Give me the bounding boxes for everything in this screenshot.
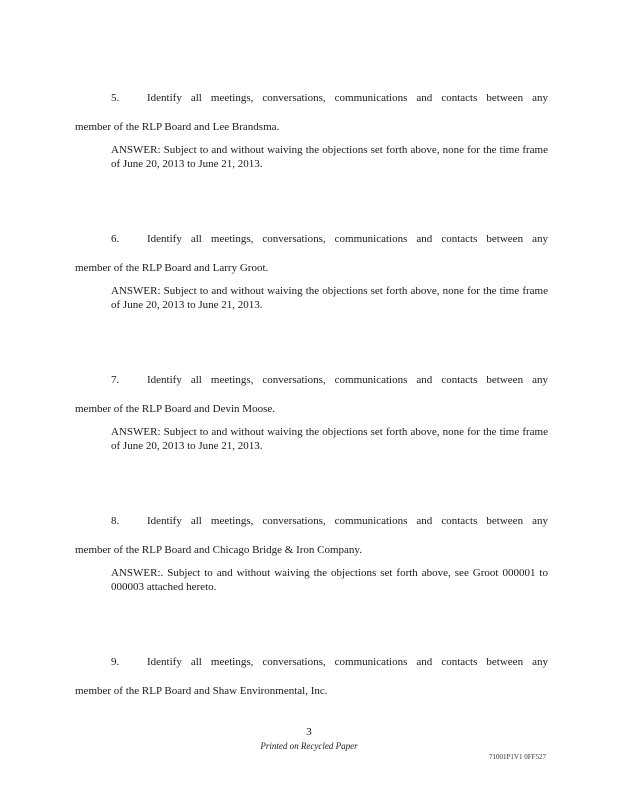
- question-text: [75, 232, 548, 246]
- question-line-1: Identify all meetings, conversations, communications and contacts between any: [147, 233, 548, 245]
- question-line-2: member of the RLP Board and Devin Moose.: [75, 403, 275, 415]
- answer-text: ANSWER:. Subject to and without waiving the objections set forth above, see Groot 000001 to 000003 attached hereto.: [111, 567, 548, 593]
- recycled-paper-note: Printed on Recycled Paper: [260, 741, 358, 751]
- answer-text: ANSWER: Subject to and without waiving the objections set forth above, none for the time frame of June 20, 2013 to June 21, 2013.: [111, 426, 548, 452]
- interrogatory-6: [75, 232, 548, 312]
- interrogatory-5: [75, 91, 548, 171]
- question-line-2: member of the RLP Board and Shaw Environmental, Inc.: [75, 685, 328, 697]
- question-text: [75, 91, 548, 105]
- question-number: 5.: [111, 92, 120, 104]
- question-number: 6.: [111, 233, 120, 245]
- question-number: 8.: [111, 515, 120, 527]
- question-line-2: member of the RLP Board and Larry Groot.: [75, 262, 269, 274]
- page-number: 3: [306, 726, 312, 738]
- question-line-1: Identify all meetings, conversations, communications and contacts between any: [147, 515, 548, 527]
- question-number: 9.: [111, 656, 120, 668]
- question-line-2: member of the RLP Board and Chicago Bridge & Iron Company.: [75, 544, 362, 556]
- answer-text: ANSWER: Subject to and without waiving the objections set forth above, none for the time frame of June 20, 2013 to June 21, 2013.: [111, 285, 548, 311]
- question-line-1: Identify all meetings, conversations, communications and contacts between any: [147, 92, 548, 104]
- question-line-2: member of the RLP Board and Lee Brandsma.: [75, 121, 280, 133]
- document-id: 71001P1V1 0FF527: [489, 753, 546, 761]
- question-text: [75, 373, 548, 387]
- question-text: [75, 655, 548, 669]
- question-number: 7.: [111, 374, 120, 386]
- question-text: [75, 514, 548, 528]
- interrogatory-9: [75, 655, 548, 698]
- question-line-1: Identify all meetings, conversations, communications and contacts between any: [147, 656, 548, 668]
- interrogatory-7: [75, 373, 548, 453]
- answer-text: ANSWER: Subject to and without waiving the objections set forth above, none for the time frame of June 20, 2013 to June 21, 2013.: [111, 144, 548, 170]
- interrogatory-8: [75, 514, 548, 594]
- question-line-1: Identify all meetings, conversations, communications and contacts between any: [147, 374, 548, 386]
